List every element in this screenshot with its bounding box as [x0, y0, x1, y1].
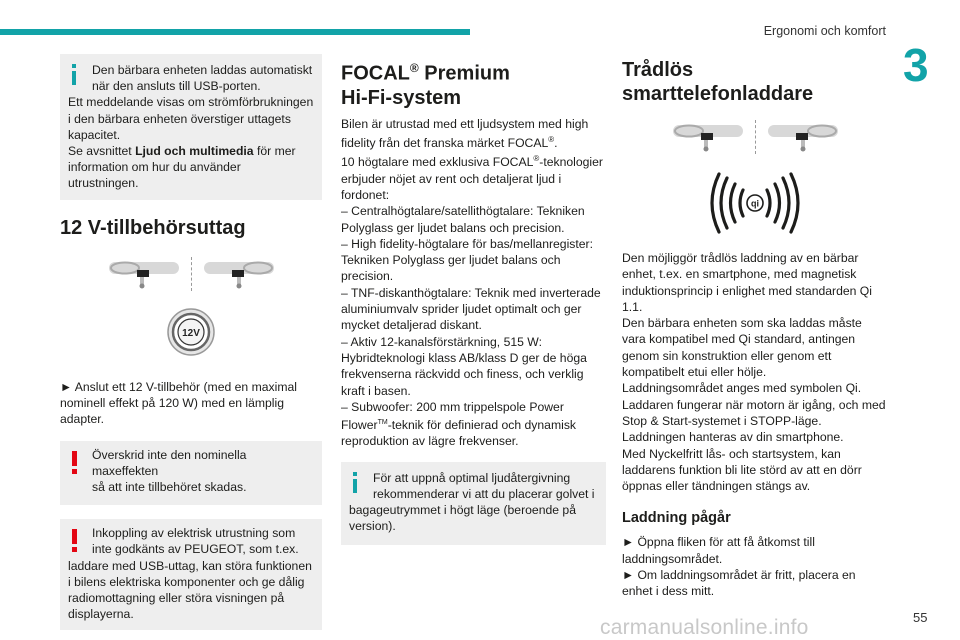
top-accent-bar	[0, 29, 470, 35]
chapter-number: 3	[903, 39, 929, 91]
info-line: Den bärbara enheten laddas automatiskt	[92, 63, 313, 77]
heading-charging-in-progress: Laddning pågår	[622, 510, 731, 527]
watermark: carmanualsonline.info	[600, 616, 809, 639]
section-title: Ergonomi och komfort	[763, 24, 886, 38]
car-position-diagram	[622, 120, 888, 154]
info-line: när den ansluts till USB-porten.	[92, 79, 261, 94]
info-line: kapacitet.	[68, 127, 121, 142]
qi-label: qi	[751, 198, 759, 209]
charging-steps: ► Öppna fliken för att få åtkomst till laddningsområdet. ► Om laddningsområdet är fritt, placera en enhet i dess mitt.	[622, 535, 856, 599]
warning-icon	[70, 451, 78, 475]
info-line: Se avsnittet Ljud och multimedia för mer	[68, 144, 296, 159]
page-number: 55	[913, 610, 928, 625]
socket-label: 12V	[182, 327, 200, 339]
dashboard-left-icon	[671, 122, 745, 152]
dashboard-right-icon	[202, 259, 276, 289]
connect-step: ► Anslut ett 12 V-tillbehör (med en maximal nominell effekt på 120 W) med en lämplig adapter.	[60, 379, 297, 427]
column-1	[60, 50, 322, 630]
column-3	[622, 58, 888, 600]
info-line: Ett meddelande visas om strömförbrukningen	[68, 95, 314, 110]
diagram-divider	[755, 120, 756, 154]
info-line: information om hur du använder utrustningen.	[68, 160, 241, 191]
info-line: i den bärbara enheten överstiger uttagets	[68, 111, 291, 126]
heading-12v-socket: 12 V-tillbehörsuttag	[60, 216, 246, 239]
warning-icon	[70, 529, 78, 553]
heading-wireless-charger: Trådlös smarttelefonladdare	[622, 59, 814, 105]
warning-box-equipment: Inkoppling av elektrisk utrustning som inte godkänts av PEUGEOT, som t.ex. laddare med USB-uttag, kan störa funktionen i bilens elektriska komponenter och ge dålig radiomottagning eller störa visningen på displayerna.	[60, 519, 322, 630]
qi-wireless-icon	[705, 172, 805, 234]
info-icon	[351, 472, 359, 494]
warning-box-power: Överskrid inte den nominella maxeffekten så att inte tillbehöret skadas.	[60, 441, 322, 506]
dashboard-left-icon	[107, 259, 181, 289]
column-2	[341, 56, 606, 545]
heading-focal: FOCAL® Premium Hi-Fi-system	[341, 61, 510, 109]
car-position-diagram	[60, 257, 322, 291]
usb-info-box	[60, 54, 322, 200]
charger-description: Den möjliggör trådlös laddning av en bärbar enhet, t.ex. en smartphone, med magnetisk induktionsprincip i enlighet med standarden Qi 1.1. Den bärbara enheten som ska laddas måste vara kompatibel med Qi standard, antingen genom sin konstruktion eller genom ett kompatibelt etui eller hölje. Laddningsområdet anges med symbolen Qi. Laddaren fungerar när motorn är igång, och med Stop & Start-systemet i STOPP-läge. Laddningen hanteras av din smartphone. Med Nyckelfritt lås- och startsystem, kan laddarens funktion bli lite störd av att en dörr öppnas eller tändningen stängs av.	[622, 251, 886, 494]
audio-info-box: För att uppnå optimal ljudåtergivning rekommenderar vi att du placerar golvet i bagageutrymmet i högt läge (beroende på version).	[341, 462, 606, 545]
diagram-divider	[191, 257, 192, 291]
cross-reference: Ljud och multimedia	[135, 144, 254, 159]
info-icon	[70, 64, 78, 86]
dashboard-right-icon	[766, 122, 840, 152]
focal-description: Bilen är utrustad med ett ljudsystem med high fidelity från det franska märket FOCAL®. 10 högtalare med exklusiva FOCAL®-teknologier erbjuder nöjet av rent och detaljerat ljud i fordonet: – Centralhögtalare/satellithögtalare: Tekniken Polyglass ger ljudet balans och precision. – High fidelity-högtalare för bas/mellanregister: Tekniken Polyglass ger ljudet balans och precision. – TNF-diskanthögtalare: Teknik med inverterade aluminiumvalv sprider ljudet optimalt och ger mycket detaljerad diskant. – Aktiv 12-kanalsförstärkning, 515 W: Hybridteknologi klass AB/klass D ger de höga frekvenserna räckvidd och finess, och verklig kraft i basen. – Subwoofer: 200 mm trippelspole Power Flower™-teknik för definierad och dynamisk reproduktion av lägre frekvenser.	[341, 116, 603, 449]
12v-socket-icon	[166, 305, 216, 359]
